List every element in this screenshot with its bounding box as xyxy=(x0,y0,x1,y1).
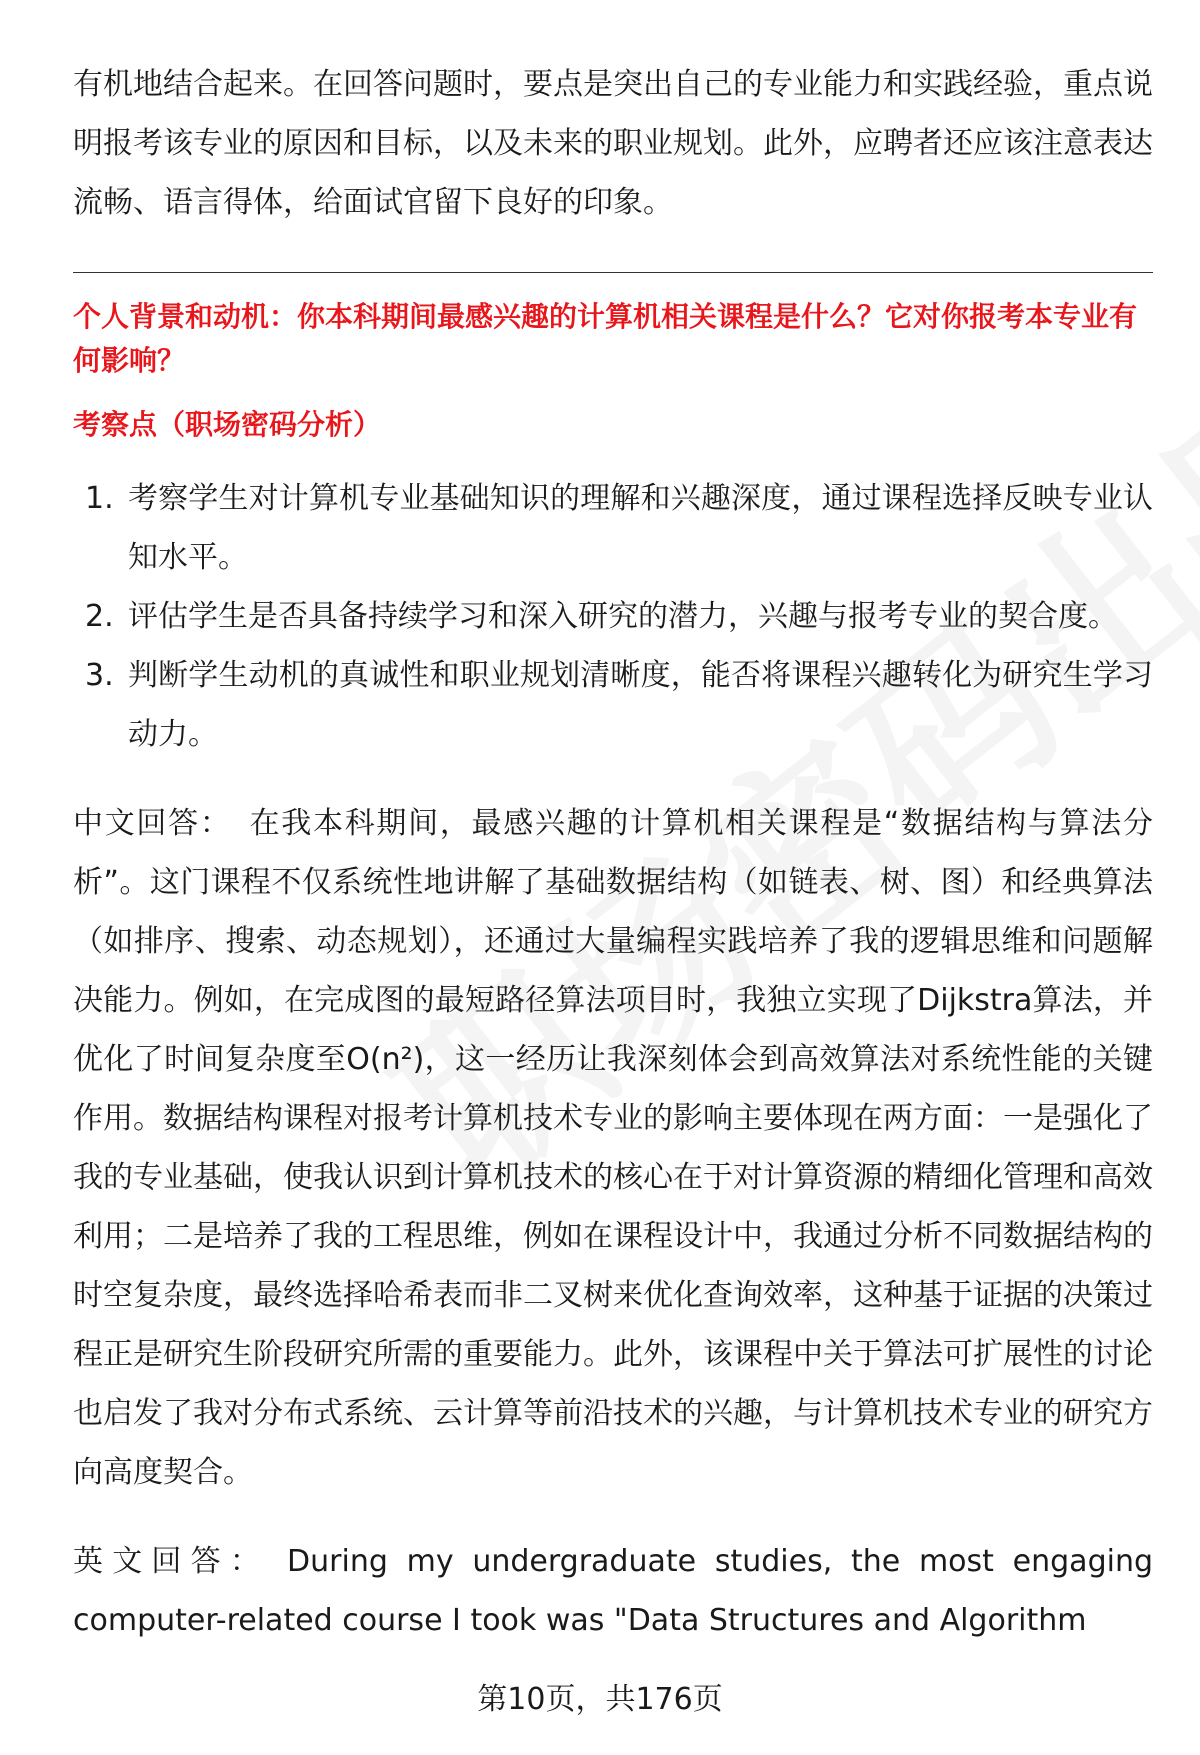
list-item-text: 判断学生动机的真诚性和职业规划清晰度，能否将课程兴趣转化为研究生学习动力。 xyxy=(128,658,1153,752)
intro-paragraph: 有机地结合起来。在回答问题时，要点是突出自己的专业能力和实践经验，重点说明报考该专业的原因和目标，以及未来的职业规划。此外，应聘者还应该注意表达流畅、语言得体，给面试官留下良好的印象。 xyxy=(73,67,1153,220)
list-item xyxy=(73,469,1153,587)
chinese-answer xyxy=(73,794,1153,1502)
chinese-answer-text: 在我本科期间，最感兴趣的计算机相关课程是“数据结构与算法分析”。这门课程不仅系统性地讲解了基础数据结构（如链表、树、图）和经典算法（如排序、搜索、动态规划），还通过大量编程实践培养了我的逻辑思维和问题解决能力。例如，在完成图的最短路径算法项目时，我独立实现了Dijkstra算法，并优化了时间复杂度至O(n²)，这一经历让我深刻体会到高效算法对系统性能的关键作用。数据结构课程对报考计算机技术专业的影响主要体现在两方面：一是强化了我的专业基础，使我认识到计算机技术的核心在于对计算资源的精细化管理和高效利用；二是培养了我的工程思维，例如在课程设计中，我通过分析不同数据结构的时空复杂度，最终选择哈希表而非二叉树来优化查询效率，这种基于证据的决策过程正是研究生阶段研究所需的重要能力。此外，该课程中关于算法可扩展性的讨论也启发了我对分布式系统、云计算等前沿技术的兴趣，与计算机技术专业的研究方向高度契合。 xyxy=(73,806,1154,1490)
list-item-text: 评估学生是否具备持续学习和深入研究的潜力，兴趣与报考专业的契合度。 xyxy=(128,599,1118,634)
list-item xyxy=(73,587,1153,646)
english-answer-label: 英文回答： xyxy=(73,1544,270,1579)
section-divider xyxy=(73,272,1153,273)
section-label: 考察点（职场密码分析） xyxy=(73,408,382,441)
assessment-points-list xyxy=(73,469,1153,764)
list-item xyxy=(73,646,1153,764)
document-page xyxy=(73,55,1153,1680)
list-item-number: 2. xyxy=(85,599,114,634)
list-item-text: 考察学生对计算机专业基础知识的理解和兴趣深度，通过课程选择反映专业认知水平。 xyxy=(128,481,1153,575)
list-item-number: 1. xyxy=(85,481,114,516)
chinese-answer-label: 中文回答： xyxy=(73,806,232,841)
english-answer xyxy=(73,1532,1153,1650)
page-number-footer: 第10页，共176页 xyxy=(477,1682,723,1717)
question-title: 个人背景和动机：你本科期间最感兴趣的计算机相关课程是什么？它对你报考本专业有何影响？ xyxy=(73,300,1138,377)
list-item-number: 3. xyxy=(85,658,114,693)
english-answer-text: During my undergraduate studies, the most engaging computer-related course I took was "Data Structures and Algorithm xyxy=(73,1544,1153,1638)
